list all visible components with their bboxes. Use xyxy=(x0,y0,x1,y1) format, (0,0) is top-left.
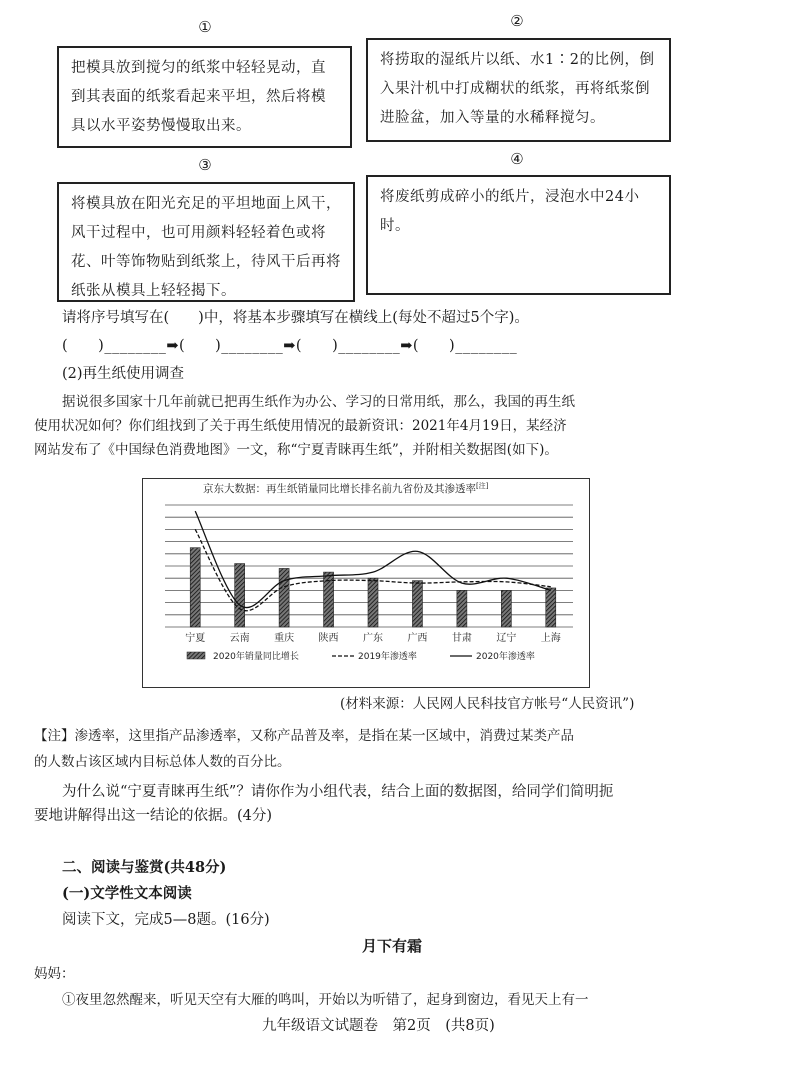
x-tick-label: 上海 xyxy=(540,633,561,644)
page-footer: 九年级语文试题卷 第2页 (共8页) xyxy=(262,1018,495,1034)
legend-label: 2020年渗透率 xyxy=(476,652,535,662)
bar-上海 xyxy=(546,588,556,627)
chart-frame xyxy=(142,478,590,688)
bar-重庆 xyxy=(279,568,289,627)
part2-para-line-3: 网站发布了《中国绿色消费地图》一文，称“宁夏青睐再生纸”，并附相关数据图(如下)。 xyxy=(34,442,558,458)
bar-广东 xyxy=(368,578,378,627)
part2-heading: (2)再生纸使用调查 xyxy=(62,366,185,382)
subsection-1-heading: (一)文学性文本阅读 xyxy=(62,885,192,902)
question-line-1: 为什么说“宁夏青睐再生纸”？请你作为小组代表，结合上面的数据图，给同学们简明扼 xyxy=(62,784,614,800)
section-2-heading: 二、阅读与鉴赏(共48分) xyxy=(62,859,227,876)
x-tick-label: 广西 xyxy=(407,633,428,644)
x-tick-label: 甘肃 xyxy=(451,633,472,644)
box-1-number: ① xyxy=(198,18,212,36)
legend-swatch-bar xyxy=(187,652,205,659)
box-4-number: ④ xyxy=(510,150,524,168)
legend-label: 2019年渗透率 xyxy=(358,652,417,662)
note-line-2: 的人数占该区域内目标总体人数的百分比。 xyxy=(34,754,291,770)
x-tick-label: 辽宁 xyxy=(496,633,517,644)
question-line-2: 要地讲解得出这一结论的依据。(4分) xyxy=(34,808,273,824)
step-box-2: 将捞取的湿纸片以纸、水1∶2的比例，倒入果汁机中打成糊状的纸浆，再将纸浆倒进脸盆，加入等量的水稀释搅匀。 xyxy=(366,38,671,142)
x-tick-label: 宁夏 xyxy=(185,633,206,644)
x-tick-label: 重庆 xyxy=(274,633,295,644)
step-box-4: 将废纸剪成碎小的纸片，浸泡水中24小时。 xyxy=(366,175,671,295)
step-box-1: 把模具放到搅匀的纸浆中轻轻晃动，直到其表面的纸浆看起来平坦，然后将模具以水平姿势慢慢取出来。 xyxy=(57,46,352,148)
box-3-number: ③ xyxy=(198,156,212,174)
legend-label: 2020年销量同比增长 xyxy=(213,652,299,662)
part2-para-line-2: 使用状况如何？你们组找到了关于再生纸使用情况的最新资讯：2021年4月19日，某经济 xyxy=(34,418,567,434)
part2-para-line-1: 据说很多国家十几年前就已把再生纸作为办公、学习的日常用纸，那么，我国的再生纸 xyxy=(62,394,575,410)
bar-宁夏 xyxy=(190,548,200,627)
x-tick-label: 陕西 xyxy=(318,633,339,644)
story-title: 月下有霜 xyxy=(362,937,423,955)
step-box-3: 将模具放在阳光充足的平坦地面上风干，风干过程中，也可用颜料轻轻着色或将花、叶等饰物贴到纸浆上，待风干后再将纸张从模具上轻轻揭下。 xyxy=(57,182,355,302)
source-credit: (材料来源：人民网人民科技官方帐号“人民资讯”) xyxy=(340,696,635,712)
x-tick-label: 广东 xyxy=(363,633,383,644)
bar-甘肃 xyxy=(457,590,467,627)
reading-instruction: 阅读下文，完成5—8题。(16分) xyxy=(62,912,270,928)
bar-云南 xyxy=(235,564,245,627)
box-2-number: ② xyxy=(510,12,524,30)
bar-广西 xyxy=(412,581,422,627)
fill-blank-line: ( )________➡( )________➡( )________➡( )________ xyxy=(62,338,518,354)
x-tick-label: 云南 xyxy=(229,633,250,644)
salutation: 妈妈： xyxy=(34,966,75,982)
chart-svg xyxy=(143,479,588,686)
bar-辽宁 xyxy=(501,590,511,627)
chart-title-note: [注] xyxy=(476,482,489,490)
chart-title: 京东大数据：再生纸销量同比增长排名前九省份及其渗透率[注] xyxy=(203,482,489,495)
instruction: 请将序号填写在( )中，将基本步骤填写在横线上(每处不超过5个字)。 xyxy=(62,310,529,326)
story-line-1: ①夜里忽然醒来，听见天空有大雁的鸣叫，开始以为听错了，起身到窗边，看见天上有一 xyxy=(62,992,589,1008)
note-line-1: 【注】渗透率，这里指产品渗透率，又称产品普及率，是指在某一区域中，消费过某类产品 xyxy=(34,728,574,744)
